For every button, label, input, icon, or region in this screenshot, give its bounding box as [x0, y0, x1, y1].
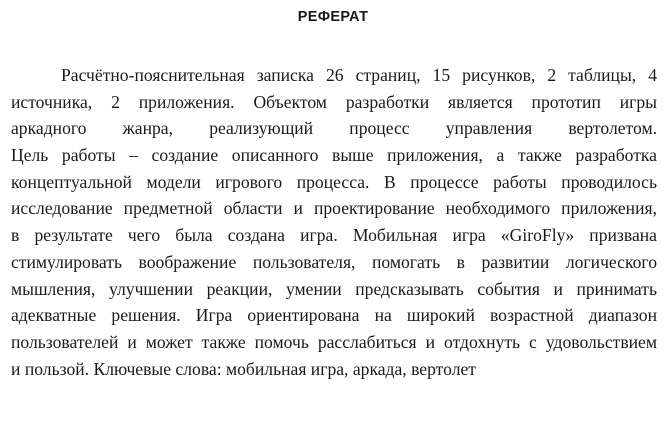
- paragraph-line: концептуальной модели игрового процесса. В процессе работы проводилось: [11, 171, 657, 192]
- paragraph-line: Цель работы – создание описанного выше приложения, а также разработка: [11, 145, 657, 166]
- paragraph-line: источника, 2 приложения. Объектом разработки является прототип игры: [11, 91, 657, 112]
- paragraph-line: пользователей и может также помочь расслабиться и отдохнуть с удовольствием: [11, 331, 657, 352]
- abstract-paragraph: [11, 62, 657, 382]
- paragraph-line: стимулировать воображение пользователя, помогать в развитии логического: [11, 251, 657, 272]
- paragraph-line: исследование предметной области и проектирование необходимого приложения,: [11, 198, 657, 219]
- document-title: РЕФЕРАТ: [297, 9, 369, 25]
- paragraph-line: Расчётно-пояснительная записка 26 страниц, 15 рисунков, 2 таблицы, 4: [61, 65, 657, 85]
- paragraph-line: в результате чего была создана игра. Мобильная игра «GiroFly» призвана: [11, 225, 657, 246]
- paragraph-line: адекватные решения. Игра ориентирована на широкий возрастной диапазон: [11, 305, 657, 326]
- paragraph-line: мышления, улучшении реакции, умении предсказывать события и принимать: [11, 278, 657, 299]
- paragraph-line: аркадного жанра, реализующий процесс управления вертолетом.: [11, 118, 657, 139]
- paragraph-line: и пользой. Ключевые слова: мобильная игра, аркада, вертолет: [11, 358, 476, 379]
